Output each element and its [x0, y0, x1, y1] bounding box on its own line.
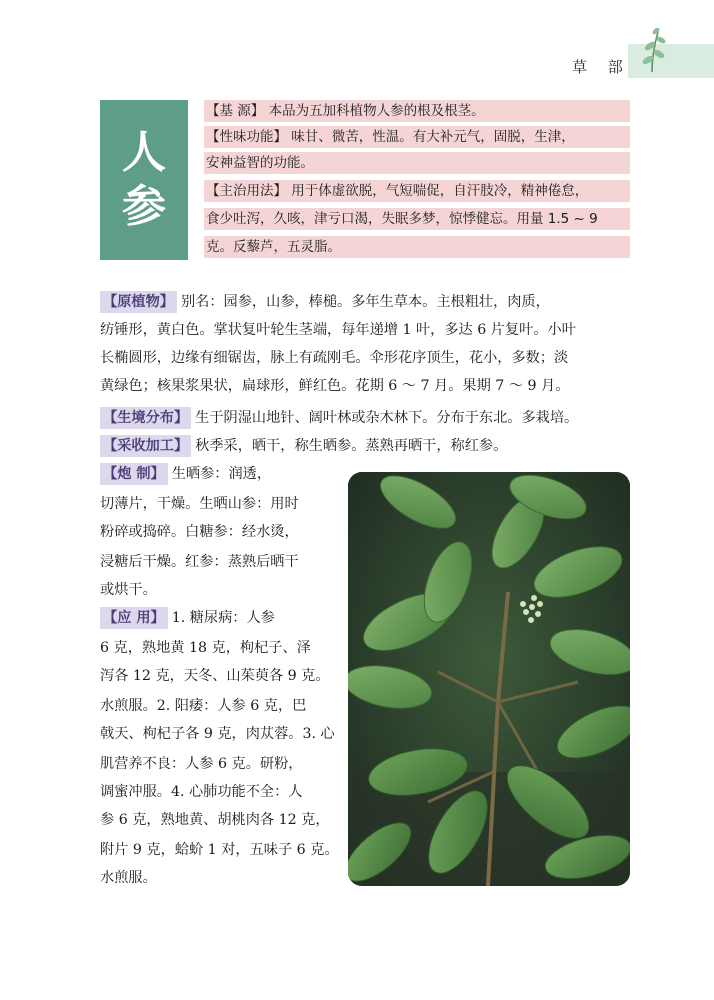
plant-line-1	[100, 290, 550, 315]
processing-line-1	[100, 462, 271, 487]
application-text-8: 参 6 克，熟地黄、胡桃肉各 12 克，	[100, 812, 330, 828]
info-line-usage-end: 克。反藜芦，五灵脂。	[204, 236, 630, 258]
habitat-line	[100, 406, 578, 431]
application-text-9: 附片 9 克，蛤蚧 1 对，五味子 6 克。	[100, 842, 339, 858]
herb-sprig-icon	[632, 24, 672, 74]
tag-plant: 【原植物】	[100, 291, 177, 313]
processing-text-4: 浸糖后干燥。红参：蒸熟后晒干	[100, 554, 299, 570]
section-title: 草 部	[572, 58, 631, 76]
application-line-1	[100, 606, 275, 631]
application-text-2: 6 克，熟地黄 18 克，枸杞子、泽	[100, 640, 311, 656]
tag-habitat: 【生境分布】	[100, 407, 191, 429]
habitat-text: 生于阴湿山地针、阔叶林或杂木林下。分布于东北。多栽培。	[195, 410, 579, 426]
plant-text-3: 长椭圆形，边缘有细锯齿，脉上有疏刚毛。伞形花序顶生，花小，多数；淡	[100, 350, 569, 366]
plant-text-2: 纺锤形，黄白色。掌状复叶轮生茎端，每年递增 1 叶，多达 6 片复叶。小叶	[100, 322, 576, 338]
title-char-1: 人	[122, 127, 166, 178]
processing-text-3: 粉碎或捣碎。白糖参：经水烫，	[100, 524, 299, 540]
application-text-10: 水煎服。	[100, 870, 157, 886]
plant-text-4: 黄绿色；核果浆果状，扁球形，鲜红色。花期 6 ～ 7 月。果期 7 ～ 9 月。	[100, 378, 570, 394]
processing-text-1: 生晒参：润透，	[171, 466, 272, 482]
tag-harvest: 【采收加工】	[100, 435, 191, 457]
plant-text-1: 别名：园参，山参，棒槌。多年生草本。主根粗壮，肉质，	[180, 294, 550, 310]
ginseng-plant-photo	[348, 472, 630, 886]
processing-text-5: 或烘干。	[100, 582, 157, 598]
harvest-line	[100, 434, 507, 459]
application-text-4: 水煎服。2. 阳痿：人参 6 克，巴	[100, 698, 307, 714]
info-line-usage-cont: 食少吐泻，久咳，津亏口渴，失眠多梦，惊悸健忘。用量 1.5 ~ 9	[204, 208, 630, 230]
info-line-source: 【基 源】 本品为五加科植物人参的根及根茎。	[204, 100, 630, 122]
title-block	[100, 100, 188, 260]
info-line-property-cont: 安神益智的功能。	[204, 152, 630, 174]
application-text-5: 戟天、枸杞子各 9 克，肉苁蓉。3. 心	[100, 726, 335, 742]
tag-application: 【应 用】	[100, 607, 168, 629]
info-line-usage: 【主治用法】 用于体虚欲脱，气短喘促，自汗肢冷，精神倦怠，	[204, 180, 630, 202]
harvest-text: 秋季采，晒干，称生晒参。蒸熟再晒干，称红参。	[195, 438, 508, 454]
application-text-3: 泻各 12 克，天冬、山茱萸各 9 克。	[100, 668, 330, 684]
application-text-6: 肌营养不良：人参 6 克。研粉，	[100, 756, 303, 772]
application-text-7: 调蜜冲服。4. 心肺功能不全：人	[100, 784, 303, 800]
application-text-1: 1. 糖尿病：人参	[171, 610, 275, 626]
processing-text-2: 切薄片，干燥。生晒山参：用时	[100, 496, 299, 512]
ginseng-photo-illustration	[348, 472, 630, 886]
info-line-property: 【性味功能】 味甘、微苦，性温。有大补元气，固脱，生津，	[204, 126, 630, 148]
title-char-2: 参	[122, 181, 166, 232]
tag-processing: 【炮 制】	[100, 463, 168, 485]
